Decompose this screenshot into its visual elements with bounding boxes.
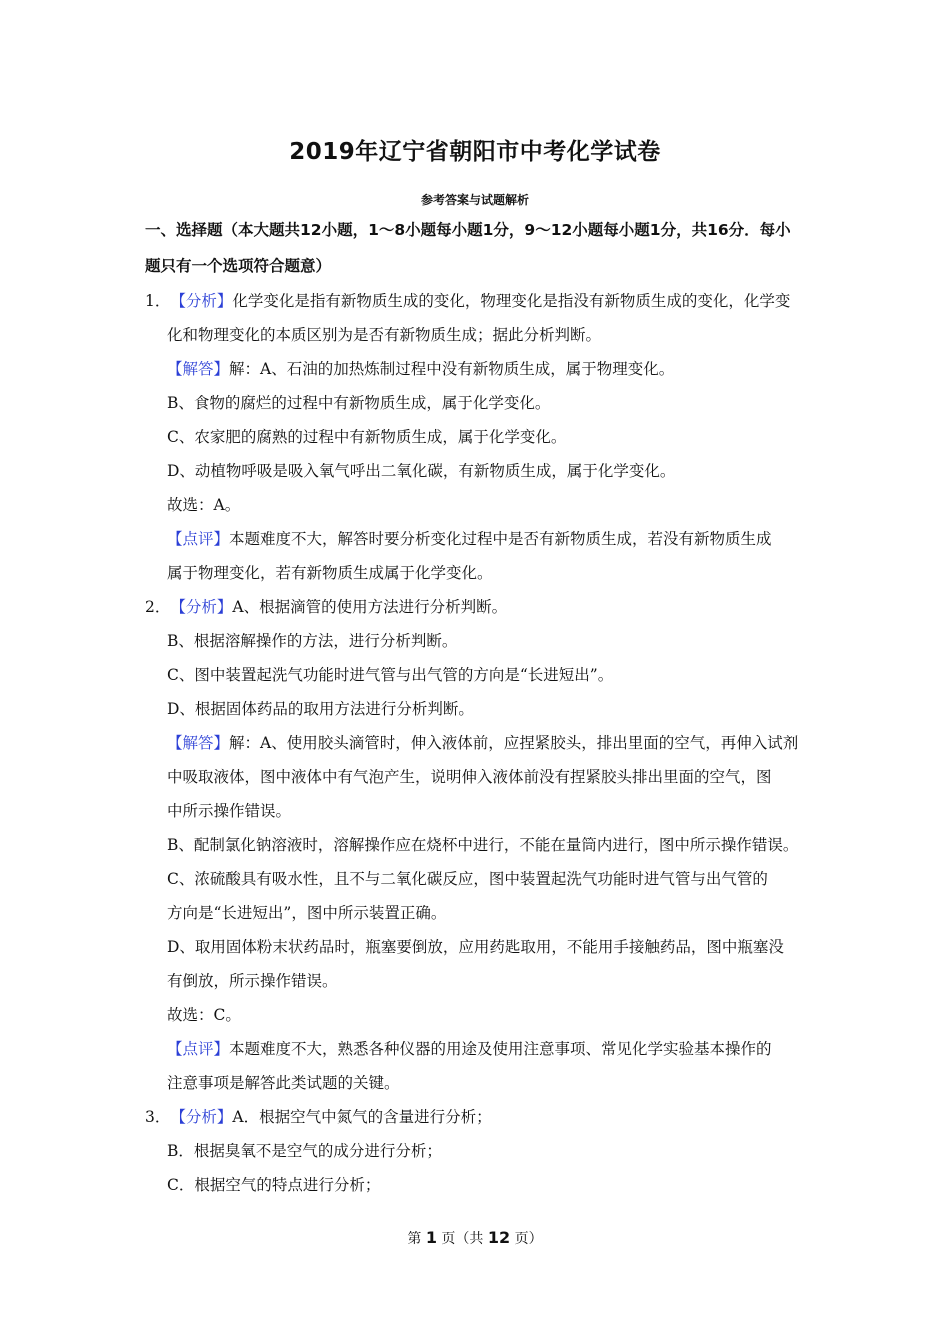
q1-solution-c: C、农家肥的腐熟的过程中有新物质生成，属于化学变化。 xyxy=(167,428,567,446)
q3-analysis-line xyxy=(145,1100,825,1134)
q1-analysis-line xyxy=(145,284,825,318)
q1-comment-line-2: 属于物理变化，若有新物质生成属于化学变化。 xyxy=(167,564,493,582)
q2-solution-line xyxy=(145,726,825,760)
q2-solution-line-3: 中所示操作错误。 xyxy=(167,802,292,820)
question-number: 3． xyxy=(145,1108,171,1126)
q1-choice: 故选：A。 xyxy=(167,496,241,514)
analysis-tag: 【分析】 xyxy=(170,598,233,616)
q2-analysis-b: B、根据溶解操作的方法，进行分析判断。 xyxy=(167,632,458,650)
footer-total-pages: 12 xyxy=(487,1228,511,1247)
question-number: 1． xyxy=(145,292,171,310)
comment-tag: 【点评】 xyxy=(167,1040,230,1058)
answer-tag: 【解答】 xyxy=(167,360,230,378)
q1-solution-d: D、动植物呼吸是吸入氧气呼出二氧化碳，有新物质生成，属于化学变化。 xyxy=(167,462,676,480)
section-heading: 一、选择题（本大题共12小题，1～8小题每小题1分，9～12小题每小题1分，共16分．每小 xyxy=(145,221,791,239)
answer-tag: 【解答】 xyxy=(167,734,230,752)
footer-page-number: 1 xyxy=(425,1228,437,1247)
page-footer xyxy=(0,1228,950,1248)
footer-suffix: 页） xyxy=(510,1231,543,1247)
q1-solution-b: B、食物的腐烂的过程中有新物质生成，属于化学变化。 xyxy=(167,394,551,412)
q2-choice: 故选：C。 xyxy=(167,1006,241,1024)
q2-comment-line-2: 注意事项是解答此类试题的关键。 xyxy=(167,1074,400,1092)
q1-analysis-text: 化学变化是指有新物质生成的变化，物理变化是指没有新物质生成的变化，化学变 xyxy=(232,292,791,310)
q2-solution-text: 解：A、使用胶头滴管时，伸入液体前，应捏紧胶头，排出里面的空气，再伸入试剂 xyxy=(229,734,799,752)
q3-analysis-b: B．根据臭氧不是空气的成分进行分析； xyxy=(167,1142,442,1160)
q2-solution-d-2: 有倒放，所示操作错误。 xyxy=(167,972,338,990)
q2-analysis-line xyxy=(145,590,825,624)
q1-comment-text: 本题难度不大，解答时要分析变化过程中是否有新物质生成，若没有新物质生成 xyxy=(229,530,772,548)
q2-solution-d: D、取用固体粉末状药品时，瓶塞要倒放，应用药匙取用，不能用手接触药品，图中瓶塞没 xyxy=(167,938,784,956)
q1-analysis-line-2: 化和物理变化的本质区别为是否有新物质生成；据此分析判断。 xyxy=(167,326,602,344)
q1-solution-text: 解：A、石油的加热炼制过程中没有新物质生成，属于物理变化。 xyxy=(229,360,675,378)
q2-solution-c: C、浓硫酸具有吸水性，且不与二氧化碳反应，图中装置起洗气功能时进气管与出气管的 xyxy=(167,870,768,888)
analysis-tag: 【分析】 xyxy=(170,292,233,310)
document-body xyxy=(145,212,825,1202)
footer-mid: 页（共 xyxy=(436,1231,488,1247)
q2-solution-b: B、配制氯化钠溶液时，溶解操作应在烧杯中进行，不能在量筒内进行，图中所示操作错误。 xyxy=(167,836,799,854)
analysis-tag: 【分析】 xyxy=(170,1108,233,1126)
section-heading-continued: 题只有一个选项符合题意） xyxy=(145,257,332,275)
q2-comment-line xyxy=(145,1032,825,1066)
page-subtitle: 参考答案与试题解析 xyxy=(420,193,529,207)
q2-analysis-c: C、图中装置起洗气功能时进气管与出气管的方向是“长进短出”。 xyxy=(167,666,614,684)
q2-solution-line-2: 中吸取液体，图中液体中有气泡产生，说明伸入液体前没有捏紧胶头排出里面的空气，图 xyxy=(167,768,772,786)
q2-analysis-text: A、根据滴管的使用方法进行分析判断。 xyxy=(232,598,508,616)
question-number: 2． xyxy=(145,598,171,616)
q2-analysis-d: D、根据固体药品的取用方法进行分析判断。 xyxy=(167,700,474,718)
page-title: 2019年辽宁省朝阳市中考化学试卷 xyxy=(289,139,661,165)
q3-analysis-text: A．根据空气中氮气的含量进行分析； xyxy=(232,1108,492,1126)
q2-comment-text: 本题难度不大，熟悉各种仪器的用途及使用注意事项、常见化学实验基本操作的 xyxy=(229,1040,772,1058)
q1-comment-line xyxy=(145,522,825,556)
footer-prefix: 第 xyxy=(407,1231,426,1247)
comment-tag: 【点评】 xyxy=(167,530,230,548)
q3-analysis-c: C．根据空气的特点进行分析； xyxy=(167,1176,381,1194)
q1-solution-line xyxy=(145,352,825,386)
q2-solution-c-2: 方向是“长进短出”，图中所示装置正确。 xyxy=(167,904,447,922)
